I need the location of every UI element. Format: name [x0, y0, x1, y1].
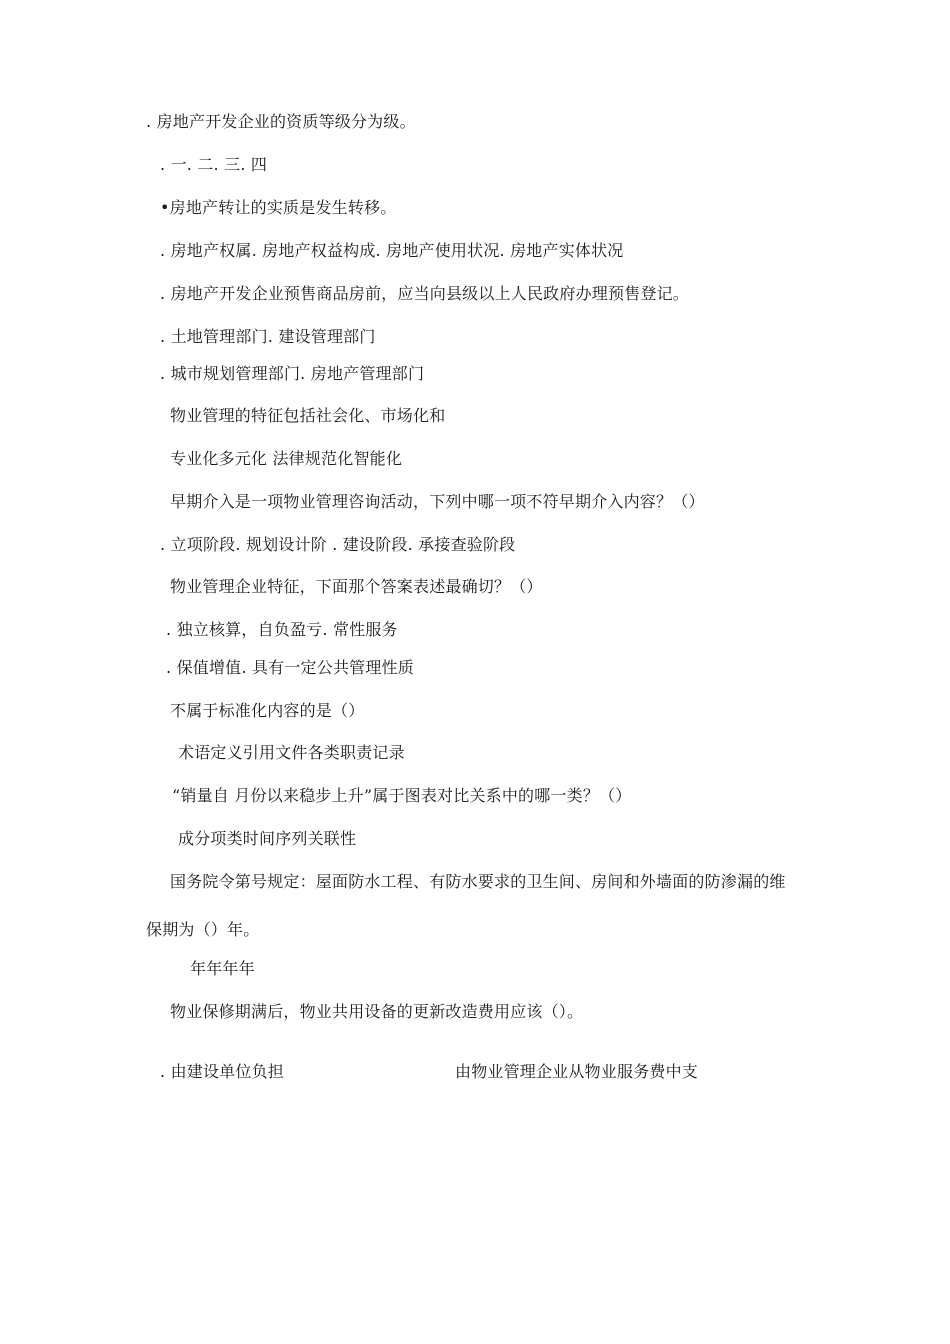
options-presale-b: . 城市规划管理部门. 房地产管理部门 [160, 364, 425, 383]
question-chart-relation: “销量自 月份以来稳步上升”属于图表对比关系中的哪一类？（） [172, 786, 632, 805]
options-presale-a: . 土地管理部门. 建设管理部门 [160, 327, 376, 346]
options-standardization: 术语定义引用文件各类职责记录 [178, 743, 405, 762]
options-transfer: . 房地产权属. 房地产权益构成. 房地产使用状况. 房地产实体状况 [160, 241, 624, 260]
question-enterprise-features: 物业管理企业特征，下面那个答案表述最确切？（） [170, 577, 543, 596]
question-property-features: 物业管理的特征包括社会化、市场化和 [170, 406, 446, 425]
options-grade-levels: . 一. 二. 三. 四 [160, 155, 268, 174]
question-standardization: 不属于标准化内容的是（） [170, 701, 365, 720]
options-early-intervention: . 立项阶段. 规划设计阶 . 建设阶段. 承接查验阶段 [160, 535, 516, 554]
options-enterprise-b: . 保值增值. 具有一定公共管理性质 [166, 658, 414, 677]
question-warranty-period-cont: 保期为（）年。 [146, 920, 260, 939]
question-presale-registration: . 房地产开发企业预售商品房前，应当向县级以上人民政府办理预售登记。 [160, 284, 689, 303]
options-chart-relation: 成分项类时间序列关联性 [178, 829, 357, 848]
option-renovation-a: . 由建设单位负担 [160, 1062, 284, 1081]
options-property-features: 专业化多元化 法律规范化智能化 [170, 449, 403, 468]
question-early-intervention: 早期介入是一项物业管理咨询活动，下列中哪一项不符早期介入内容？（） [170, 492, 705, 511]
option-renovation-b: 由物业管理企业从物业服务费中支 [455, 1062, 699, 1081]
options-warranty-period: 年年年年 [190, 959, 255, 978]
question-warranty-period: 国务院令第号规定：屋面防水工程、有防水要求的卫生间、房间和外墙面的防渗漏的维 [170, 872, 786, 891]
question-qualification-grade: . 房地产开发企业的资质等级分为级。 [146, 112, 416, 131]
question-renovation-cost: 物业保修期满后，物业共用设备的更新改造费用应该（）。 [170, 1002, 584, 1021]
options-enterprise-a: . 独立核算，自负盈亏. 常性服务 [166, 620, 398, 639]
question-transfer-essence: •房地产转让的实质是发生转移。 [160, 198, 397, 217]
